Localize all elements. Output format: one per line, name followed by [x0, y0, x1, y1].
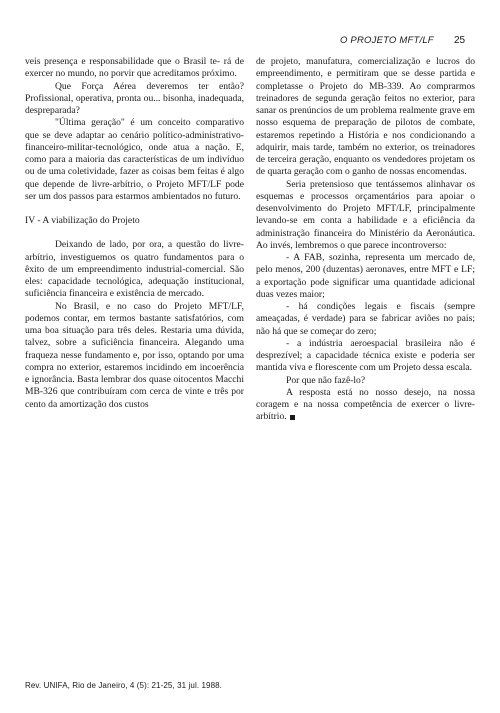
right-column [256, 56, 475, 424]
paragraph: veis presença e responsabilidade que o Brasil te- rá de exercer no mundo, no porvir que acreditamos próximo. [25, 56, 244, 80]
section-heading: IV - A viabilização do Projeto [25, 215, 140, 226]
left-column [25, 56, 244, 411]
paragraph: de projeto, manufatura, comercialização e lucros do empreendimento, e permitiram que se desse partida e completasse o Projeto do MB-339. Ao comprarmos treinadores de segunda geração feitos no exterior, para sanar os prenúncios de um problema realmente grave em nosso esquema de preparação de pilotos de combate, estaremos repetindo a História e nos condicionando a adquirir, mais tarde, também no exterior, os treinadores de terceira geração, enquanto os vendedores projetam os de quarta geração com o ganho de nossas encomendas. [256, 56, 475, 178]
end-of-article-icon [290, 415, 295, 420]
page-number: 25 [454, 35, 466, 46]
paragraph: No Brasil, e no caso do Projeto MFT/LF, podemos contar, em termos bastante satisfatórios, com uma boa situação para três deles. Restaria uma dúvida, talvez, sobre a suficiência financeira. Alegando uma fraqueza nesse fundamento e, por isso, optando por uma compra no exterior, estaremos incidindo em incoerência e ignorância. Basta lembrar dos quase oitocentos Macchi MB-326 que contribuíram com cerca de vinte e três por cento da amortização dos custos [25, 300, 244, 410]
list-item: - a indústria aeroespacial brasileira não é desprezível; a capacidade técnica existe e poderia ser mantida viva e florescente com um Projeto dessa escala. [256, 337, 475, 374]
list-item: - há condições legais e fiscais (sempre ameaçadas, é verdade) para se fabricar aviões no país; não há que se começar do zero; [256, 301, 475, 337]
paragraph: Por que não fazê-lo? [286, 374, 366, 386]
paragraph: Que Força Aérea deveremos ter então? Profissional, operativa, pronta ou... bisonha, inadequada, despreparada? [25, 80, 244, 116]
paragraph: Seria pretensioso que tentássemos alinhavar os esquemas e processos orçamentários para apoiar o desenvolvimento do Projeto MFT/LF, principalmente levando-se em conta a habilidade e a eficiência da administração financeira do Ministério da Aeronáutica. Ao invés, lembremos o que parece incontroverso: [256, 178, 475, 251]
list-item: - A FAB, sozinha, representa um mercado de, pelo menos, 200 (duzentas) aeronaves, entre MFT e LF; a exportação pode significar uma quantidade adicional duas vezes maior; [256, 252, 475, 300]
page-header [0, 35, 500, 49]
paragraph: "Última geração" é um conceito comparativo que se deve adaptar ao cenário político-administrativo-financeiro-militar-tecnológico, onde atua a nação. E, como para a maioria das características de um indivíduo ou de uma coletividade, fazer as coisas bem feitas é algo que depende de livre-arbítrio, o Projeto MFT/LF pode ser um dos passos para estarmos ambientados no futuro. [25, 117, 244, 202]
citation-footer: Rev. UNIFA, Rio de Janeiro, 4 (5): 21-25, 31 jul. 1988. [25, 681, 223, 690]
closing-text: A resposta está no nosso desejo, na nossa coragem e na nossa competência de exercer o livre-arbítrio. [256, 386, 475, 423]
running-title: O PROJETO MFT/LF [340, 35, 434, 46]
closing-paragraph [256, 387, 475, 424]
paragraph: Deixando de lado, por ora, a questão do livre-arbítrio, investiguemos os quatro fundamentos para o êxito de um empreendimento industrial-comercial. São eles: capacidade tecnológica, adequação institucional, suficiência financeira e existência de mercado. [25, 239, 244, 300]
